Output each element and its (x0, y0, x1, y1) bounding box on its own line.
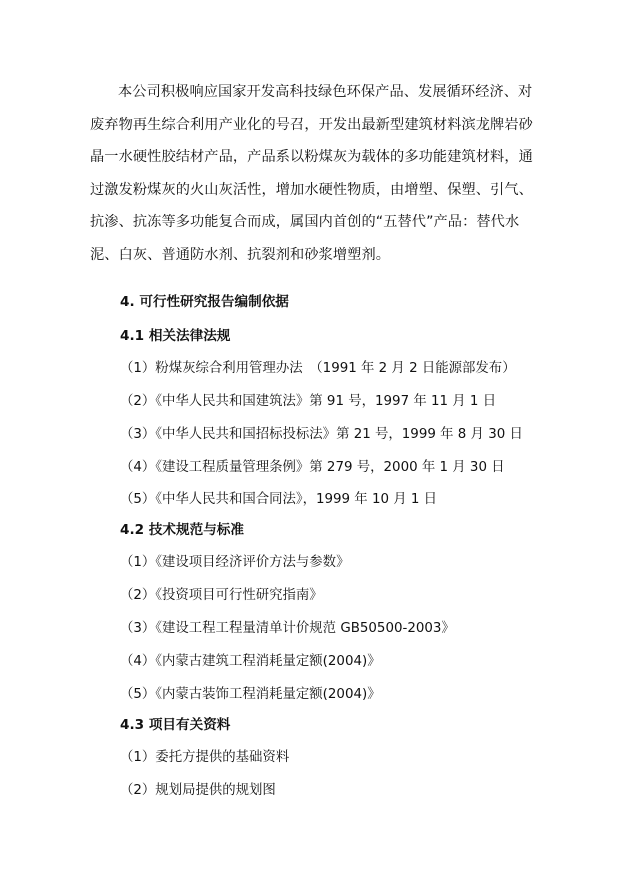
standard-item: （3）《建设工程工程量清单计价规范 GB50500-2003》 (120, 621, 455, 636)
standard-item: （4）《内蒙古建筑工程消耗量定额(2004)》 (120, 654, 381, 669)
intro-line: 晶一水硬性胶结材产品，产品系以粉煤灰为载体的多功能建筑材料，通 (90, 149, 533, 166)
standard-item: （2）《投资项目可行性研究指南》 (120, 588, 323, 603)
law-item: （4）《建设工程质量管理条例》第 279 号，2000 年 1 月 30 日 (120, 460, 505, 475)
subsection-heading-materials: 4.3 项目有关资料 (120, 717, 231, 733)
law-item: （1）粉煤灰综合利用管理办法 （1991 年 2 月 2 日能源部发布） (120, 361, 516, 376)
law-item: （2）《中华人民共和国建筑法》第 91 号，1997 年 11 月 1 日 (120, 394, 497, 409)
intro-line: 抗渗、抗冻等多功能复合而成，属国内首创的“五替代”产品：替代水 (90, 214, 520, 231)
subsection-heading-standards: 4.2 技术规范与标准 (120, 522, 244, 538)
section-heading: 4. 可行性研究报告编制依据 (120, 294, 289, 310)
standard-item: （1）《建设项目经济评价方法与参数》 (120, 555, 350, 570)
intro-line: 废弃物再生综合利用产业化的号召，开发出最新型建筑材料滨龙牌岩砂 (90, 116, 533, 133)
material-item: （2）规划局提供的规划图 (120, 783, 276, 798)
law-item: （5）《中华人民共和国合同法》，1999 年 10 月 1 日 (120, 492, 438, 507)
intro-line: 本公司积极响应国家开发高科技绿色环保产品、发展循环经济、对 (118, 84, 533, 100)
subsection-heading-laws: 4.1 相关法律法规 (120, 328, 231, 344)
intro-line: 泥、白灰、普通防水剂、抗裂剂和砂浆增塑剂。 (90, 246, 391, 263)
material-item: （1）委托方提供的基础资料 (120, 750, 290, 765)
intro-paragraph (90, 76, 550, 272)
standard-item: （5）《内蒙古装饰工程消耗量定额(2004)》 (120, 687, 381, 702)
law-item: （3）《中华人民共和国招标投标法》第 21 号，1999 年 8 月 30 日 (120, 427, 523, 442)
intro-line: 过激发粉煤灰的火山灰活性，增加水硬性物质，由增塑、保塑、引气、 (90, 181, 533, 198)
